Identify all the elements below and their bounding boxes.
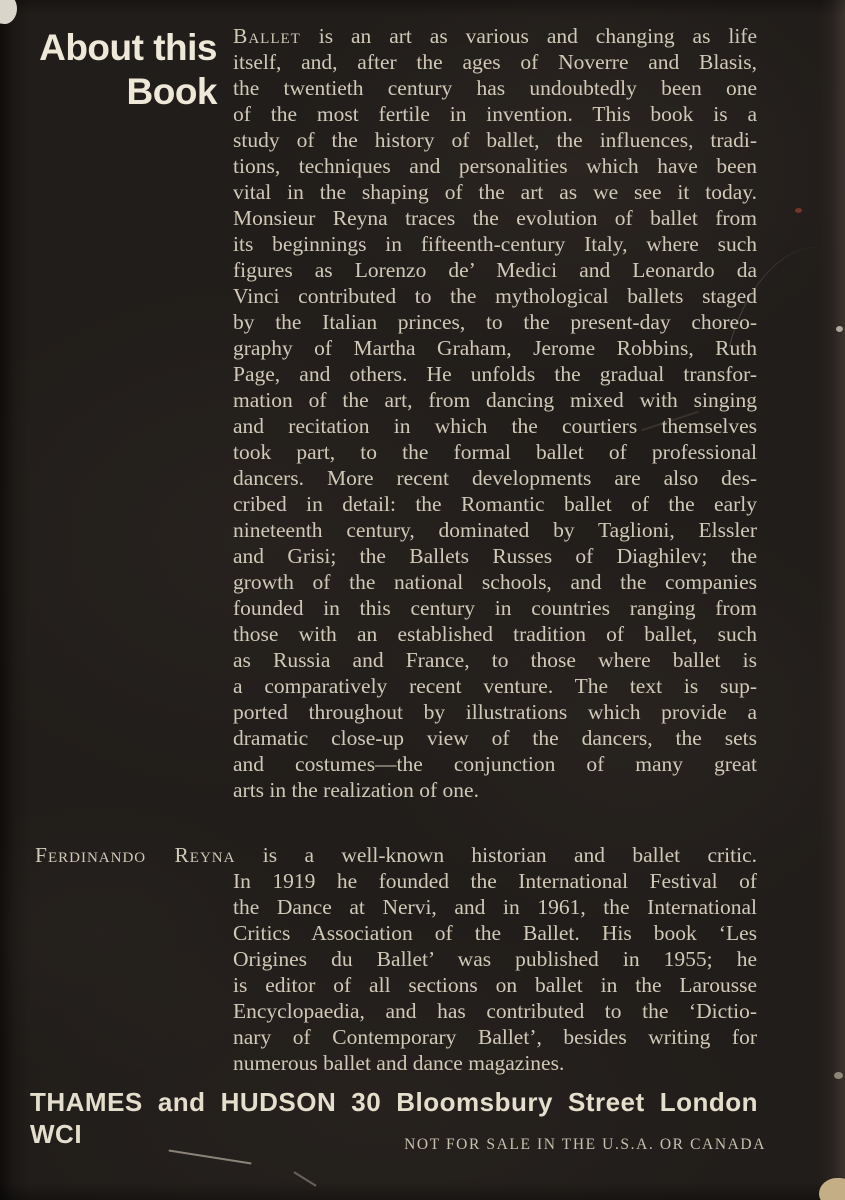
red-speck	[795, 208, 802, 213]
text-line: dancers. More recent developments are also des-	[233, 466, 757, 490]
text-line: cribed in detail: the Romantic ballet of the early	[233, 492, 757, 516]
text-line: dramatic close-up view of the dancers, the sets	[233, 726, 757, 750]
text-line: ported throughout by illustrations which provide a	[233, 700, 757, 724]
text-line: graphy of Martha Graham, Jerome Robbins, Ruth	[233, 336, 757, 360]
author-indented-lines	[233, 868, 757, 1076]
text-line: those with an established tradition of ballet, such	[233, 622, 757, 646]
author-text-block	[35, 842, 757, 1076]
text-line: its beginnings in fifteenth-century Italy, where such	[233, 232, 757, 256]
scratch-mark	[168, 1149, 251, 1164]
text-line: study of the history of ballet, the influences, tradi-	[233, 128, 757, 152]
text-line: founded in this century in countries ranging from	[233, 596, 757, 620]
publisher-imprint-line: THAMES and HUDSON 30 Bloomsbury Street London WCI	[30, 1087, 758, 1149]
small-caps-lead: Ballet	[233, 24, 301, 48]
edge-speck	[836, 326, 843, 332]
text-line: took part, to the formal ballet of professional	[233, 440, 757, 464]
text-line: and costumes—the conjunction of many great	[233, 752, 757, 776]
text-line: growth of the national schools, and the companies	[233, 570, 757, 594]
text-line: the Dance at Nervi, and in 1961, the International	[233, 895, 757, 919]
text-line: Origines du Ballet’ was published in 1955; he	[233, 947, 757, 971]
sale-restriction-notice: NOT FOR SALE IN THE U.S.A. OR CANADA	[404, 1136, 766, 1153]
text-line: Critics Association of the Ballet. His book ‘Les	[233, 921, 757, 945]
text-line: nineteenth century, dominated by Taglioni, Elssler	[233, 518, 757, 542]
text-line: figures as Lorenzo de’ Medici and Leonardo da	[233, 258, 757, 282]
text-line: arts in the realization of one.	[233, 778, 479, 802]
text-line: tions, techniques and personalities which have been	[233, 154, 757, 178]
text-line: Monsieur Reyna traces the evolution of ballet from	[233, 206, 757, 230]
text-line: and recitation in which the courtiers themselves	[233, 414, 757, 438]
edge-speck	[834, 1072, 843, 1079]
text-line: nary of Contemporary Ballet’, besides writing for	[233, 1025, 757, 1049]
text-line: the twentieth century has undoubtedly been one	[233, 76, 757, 100]
text-line: by the Italian princes, to the present-day choreo-	[233, 310, 757, 334]
scratch-mark	[293, 1171, 316, 1186]
text-line: a comparatively recent venture. The text is sup-	[233, 674, 757, 698]
text-line: and Grisi; the Ballets Russes of Diaghilev; the	[233, 544, 757, 568]
small-caps-lead: Ferdinando Reyna	[35, 843, 236, 867]
about-text-block	[233, 23, 757, 803]
text-line: Vinci contributed to the mythological ballets staged	[233, 284, 757, 308]
text-line: Ballet is an art as various and changing as life	[233, 24, 757, 48]
section-title-line1: About this	[39, 27, 217, 68]
text-line: vital in the shaping of the art as we see it today.	[233, 180, 757, 204]
text-line: of the most fertile in invention. This book is a	[233, 102, 757, 126]
section-title-line2: Book	[126, 71, 217, 112]
text-line: as Russia and France, to those where ballet is	[233, 648, 757, 672]
text-line: mation of the art, from dancing mixed with singing	[233, 388, 757, 412]
text-line: In 1919 he founded the International Festival of	[233, 869, 757, 893]
worn-corner-bottom-right	[819, 1178, 845, 1200]
worn-corner-top-left	[0, 0, 19, 26]
text-line: is editor of all sections on ballet in the Larousse	[233, 973, 757, 997]
section-title	[18, 26, 217, 114]
text-line: numerous ballet and dance magazines.	[233, 1051, 565, 1075]
text-line: Encyclopaedia, and has contributed to the ‘Dictio-	[233, 999, 757, 1023]
text-line: Page, and others. He unfolds the gradual transfor-	[233, 362, 757, 386]
text-line: Ferdinando Reyna is a well-known historian and ballet critic.	[35, 843, 757, 867]
author-first-line	[35, 842, 757, 868]
text-line: itself, and, after the ages of Noverre and Blasis,	[233, 50, 757, 74]
